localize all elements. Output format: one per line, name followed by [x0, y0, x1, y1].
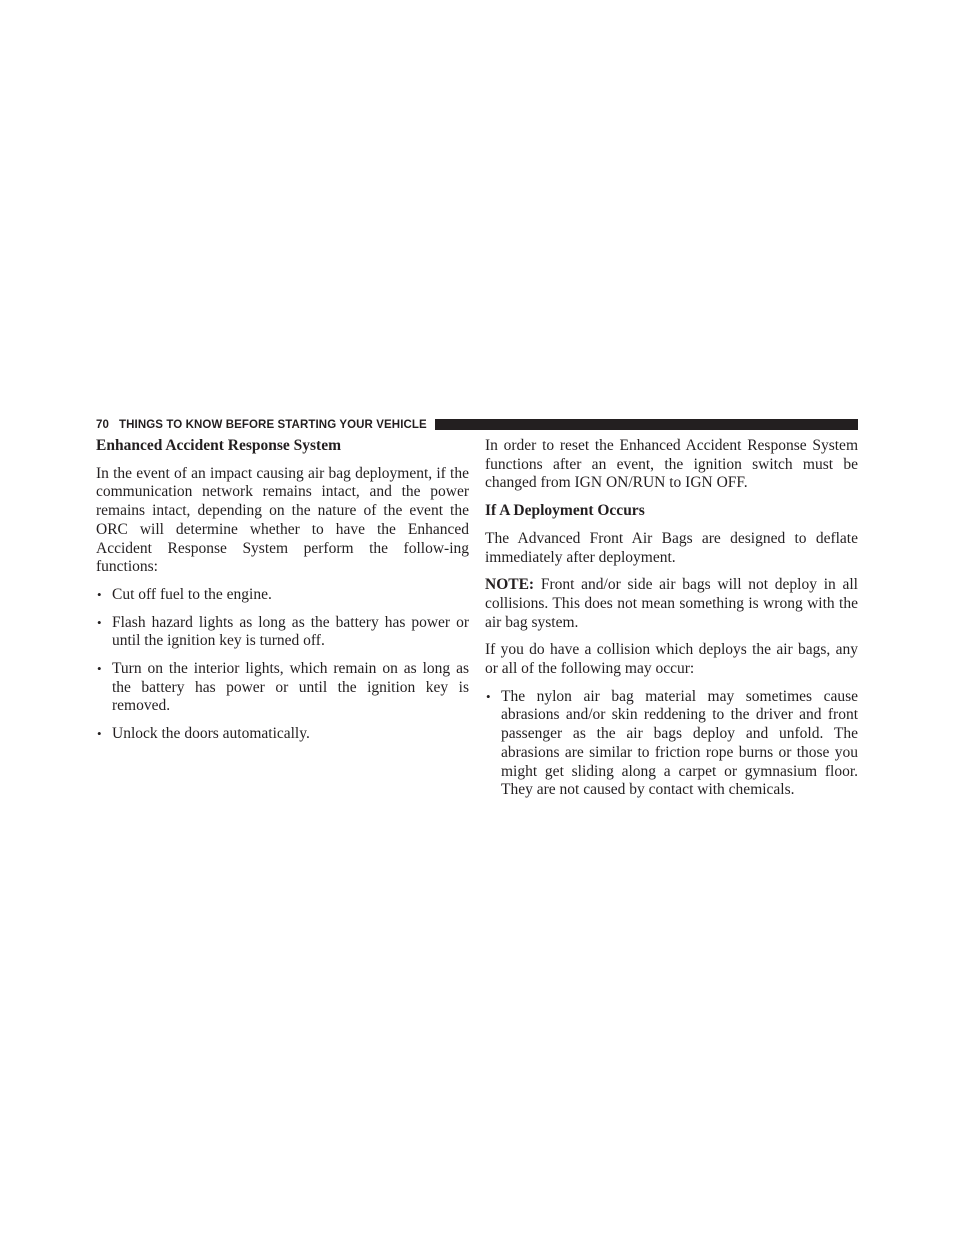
deflate-paragraph: The Advanced Front Air Bags are designed to deflate immediately after deployment.: [485, 529, 858, 566]
list-item: • Unlock the doors automatically.: [97, 725, 310, 743]
page-header: [96, 416, 858, 433]
collision-paragraph: If you do have a collision which deploys the air bags, any or all of the following may occur:: [485, 641, 858, 678]
left-column: [96, 437, 469, 753]
eacr-function-list: [96, 586, 469, 744]
list-item: • Cut off fuel to the engine.: [97, 585, 272, 603]
right-column: [485, 437, 858, 809]
collision-effects-list: [485, 688, 858, 800]
bullet-icon: •: [486, 688, 491, 704]
eacr-intro-paragraph: In the event of an impact causing air bag deployment, if the communication network remains intact, and the power remains intact, depending on the nature of the event the ORC will determine whether to have the Enhanced Accident Response System perform the follow-ing functions:: [96, 464, 469, 576]
bullet-icon: •: [97, 614, 102, 630]
page-number: 70: [96, 418, 109, 431]
eacr-heading: Enhanced Accident Response System: [96, 437, 342, 454]
bullet-icon: •: [97, 661, 102, 677]
list-item: • Flash hazard lights as long as the battery has power or until the ignition key is turned off.: [97, 613, 469, 650]
section-title: THINGS TO KNOW BEFORE STARTING YOUR VEHICLE: [119, 418, 427, 431]
note-text: Front and/or side air bags will not deploy in all collisions. This does not mean something is wrong with the air bag system.: [485, 576, 858, 631]
list-item: • The nylon air bag material may sometimes cause abrasions and/or skin reddening to the driver and front passenger as the air bags deploy and unfold. The abrasions are similar to friction rope burns or those you might get sliding along a carpet or gymnasium floor. They are not caused by contact with chemicals.: [486, 687, 858, 799]
deployment-heading: If A Deployment Occurs: [485, 502, 645, 520]
list-item: • Turn on the interior lights, which remain on as long as the battery has power or until the ignition key is removed.: [97, 660, 469, 715]
header-rule-bar: [435, 419, 858, 430]
bullet-icon: •: [97, 586, 102, 602]
note-paragraph: [485, 576, 858, 632]
reset-paragraph: In order to reset the Enhanced Accident Response System functions after an event, the ignition switch must be changed from IGN ON/RUN to IGN OFF.: [485, 437, 858, 492]
bullet-icon: •: [97, 726, 102, 742]
note-label: NOTE:: [485, 576, 535, 594]
